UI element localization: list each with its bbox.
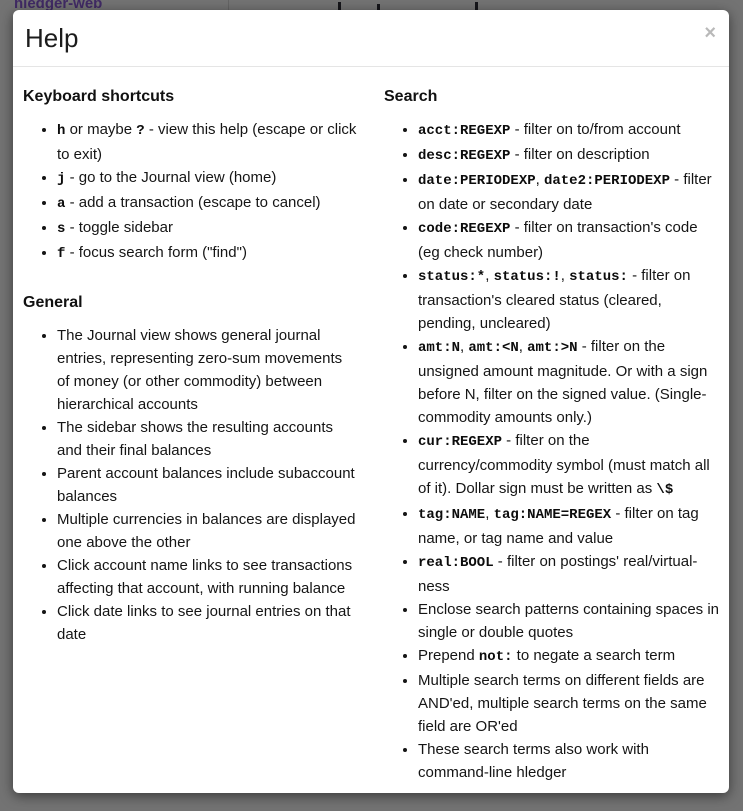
plain-text: , — [485, 505, 494, 522]
code-text: status:! — [493, 269, 561, 285]
modal-header — [13, 10, 729, 67]
plain-text: , — [560, 267, 570, 284]
plain-text: , — [518, 338, 528, 355]
list-item — [57, 554, 358, 600]
plain-text: , — [460, 338, 469, 355]
list-item — [418, 502, 719, 550]
plain-text: Parent account balances include subaccount balances — [57, 465, 355, 505]
list-item — [418, 598, 719, 644]
code-text: \$ — [656, 482, 674, 498]
list-item — [418, 216, 719, 264]
list-item — [418, 118, 719, 143]
code-text: real:BOOL — [418, 555, 494, 571]
list-item — [418, 669, 719, 738]
code-text: amt:<N — [468, 340, 519, 356]
plain-text: - view this help (escape or click to exit) — [57, 121, 357, 163]
plain-text: - filter on date or secondary date — [418, 171, 712, 213]
list-item — [57, 241, 358, 266]
list-item — [57, 324, 358, 416]
keyboard-shortcuts-list — [23, 118, 358, 266]
list-item — [57, 191, 358, 216]
code-text: amt:N — [418, 340, 461, 356]
plain-text: - filter on postings' real/virtual-ness — [418, 553, 698, 595]
plain-text: The sidebar shows the resulting accounts and their final balances — [57, 419, 333, 459]
list-item — [57, 416, 358, 462]
code-text: cur:REGEXP — [418, 434, 503, 450]
plain-text: - focus search form ("find") — [65, 244, 247, 261]
plain-text: - filter on to/from account — [510, 121, 681, 138]
list-item — [418, 168, 719, 216]
list-item — [418, 143, 719, 168]
list-item — [418, 644, 719, 669]
plain-text: - filter on transaction's cleared status (cleared, pending, uncleared) — [418, 267, 691, 332]
section-heading-keyboard-shortcuts: Keyboard shortcuts — [23, 88, 175, 105]
code-text: tag:NAME — [418, 507, 486, 523]
plain-text: to negate a search term — [512, 647, 676, 664]
plain-text: or maybe — [65, 121, 137, 138]
plain-text: Enclose search patterns containing spaces in single or double quotes — [418, 601, 720, 641]
help-column-right — [384, 87, 719, 784]
search-list — [384, 118, 719, 784]
modal-body — [13, 67, 729, 793]
plain-text: Prepend — [418, 647, 479, 664]
plain-text: - filter on the unsigned amount magnitude. Or with a sign before N, filter on the signed value. (Single-commodity amounts only.) — [418, 338, 708, 426]
code-text: s — [57, 221, 66, 237]
plain-text: - add a transaction (escape to cancel) — [65, 194, 321, 211]
close-button[interactable] — [704, 23, 716, 43]
code-text: amt:>N — [527, 340, 578, 356]
section-heading-general: General — [23, 294, 83, 311]
code-text: j — [57, 171, 66, 187]
code-text: h — [57, 123, 66, 139]
code-text: code:REGEXP — [418, 221, 511, 237]
plain-text: , — [535, 171, 544, 188]
code-text: tag:NAME=REGEX — [493, 507, 612, 523]
section-heading-search: Search — [384, 88, 438, 105]
plain-text: Multiple search terms on different fields are AND'ed, multiple search terms on the same field are OR'ed — [418, 672, 707, 735]
plain-text: - filter on transaction's code (eg check number) — [418, 219, 698, 261]
plain-text: - filter on description — [510, 146, 650, 163]
list-item — [57, 166, 358, 191]
help-modal — [13, 10, 729, 793]
code-text: ? — [136, 123, 145, 139]
plain-text: - go to the Journal view (home) — [65, 169, 277, 186]
plain-text: Click date links to see journal entries on that date — [57, 603, 351, 643]
list-item — [418, 738, 719, 784]
code-text: date:PERIODEXP — [418, 173, 536, 189]
list-item — [57, 600, 358, 646]
code-text: desc:REGEXP — [418, 148, 511, 164]
plain-text: Click account name links to see transactions affecting that account, with running balance — [57, 557, 353, 597]
plain-text: The Journal view shows general journal entries, representing zero-sum movements of money (or other commodity) between hierarchical accounts — [57, 327, 343, 413]
plain-text: These search terms also work with command-line hledger — [418, 741, 649, 781]
modal-title: Help — [25, 23, 79, 53]
list-item — [57, 216, 358, 241]
plain-text: - filter on tag name, or tag name and value — [418, 505, 699, 547]
list-item — [418, 429, 719, 502]
general-list — [23, 324, 358, 646]
list-item — [57, 462, 358, 508]
list-item — [57, 508, 358, 554]
plain-text: Multiple currencies in balances are displayed one above the other — [57, 511, 356, 551]
plain-text: , — [485, 267, 494, 284]
code-text: acct:REGEXP — [418, 123, 511, 139]
list-item — [418, 550, 719, 598]
help-column-left — [23, 87, 358, 784]
close-icon: × — [704, 22, 716, 44]
code-text: date2:PERIODEXP — [543, 173, 670, 189]
code-text: a — [57, 196, 66, 212]
list-item — [418, 335, 719, 429]
code-text: status:* — [418, 269, 486, 285]
code-text: f — [57, 246, 66, 262]
list-item — [57, 118, 358, 166]
plain-text: - toggle sidebar — [65, 219, 173, 236]
list-item — [418, 264, 719, 335]
code-text: status: — [569, 269, 628, 285]
code-text: not: — [478, 649, 513, 665]
plain-text: - filter on the currency/commodity symbol (must match all of it). Dollar sign must be written as — [418, 432, 710, 497]
